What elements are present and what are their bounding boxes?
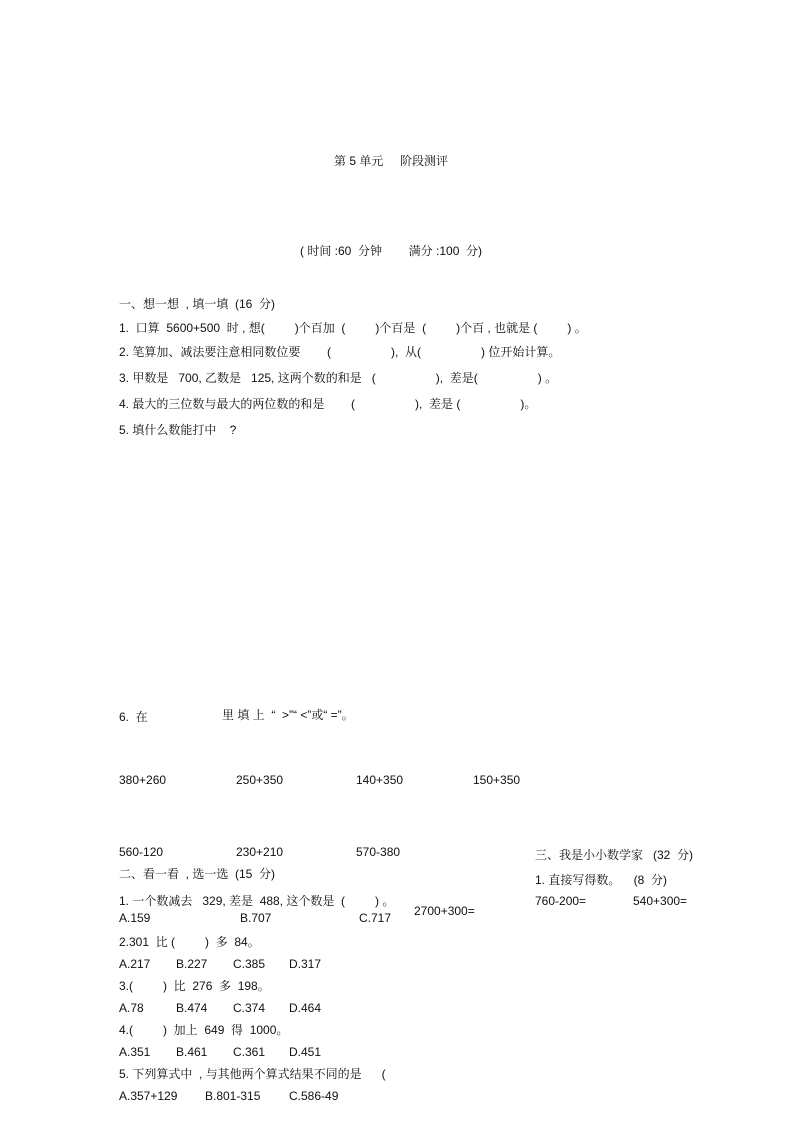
s2-question-2: 2.301 比 ( ) 多 84。: [119, 935, 260, 949]
s2-q1-option: B.707: [240, 911, 272, 925]
s2-q5-option: A.357+129: [119, 1089, 178, 1103]
section-3-heading: 三、我是小小数学家 (32 分): [535, 848, 694, 862]
s3-sub-1: 1. 直接写得数。 (8 分): [535, 873, 668, 887]
s2-q5-option: B.801-315: [205, 1089, 261, 1103]
s2-q2-option: A.217: [119, 957, 151, 971]
s2-q1-extra: 2700+300=: [414, 904, 475, 918]
s2-q2-option: B.227: [176, 957, 208, 971]
s2-q3-option: D.464: [289, 1001, 322, 1015]
s2-q4-option: C.361: [233, 1045, 266, 1059]
s2-question-4: 4.( ) 加上 649 得 1000。: [119, 1023, 289, 1037]
compare-item: 140+350: [356, 773, 404, 787]
s1-question-6-prefix: 6. 在: [119, 710, 148, 724]
s2-question-5: 5. 下列算式中 , 与其他两个算式结果不同的是 (: [119, 1067, 386, 1081]
s2-q3-option: B.474: [176, 1001, 208, 1015]
s2-q5-option: C.586-49: [289, 1089, 339, 1103]
s1-question-3: 3. 甲数是 700, 乙数是 125, 这两个数的和是 ( ), 差是( ) 。: [119, 371, 558, 385]
s3-item: 760-200=: [535, 894, 587, 908]
s2-q4-option: B.461: [176, 1045, 208, 1059]
s2-question-3: 3.( ) 比 276 多 198。: [119, 979, 270, 993]
s2-q2-option: D.317: [289, 957, 322, 971]
compare-item: 250+350: [236, 773, 284, 787]
page-title: 第 5 单元 阶段测评: [334, 154, 449, 168]
section-1-heading: 一、想一想 , 填一填 (16 分): [119, 297, 276, 311]
s2-q3-option: C.374: [233, 1001, 266, 1015]
s2-q4-option: A.351: [119, 1045, 151, 1059]
time-note: ( 时间 :60 分钟 满分 :100 分): [300, 244, 483, 258]
s2-q4-option: D.451: [289, 1045, 322, 1059]
s2-q3-option: A.78: [119, 1001, 144, 1015]
compare-item: 380+260: [119, 773, 167, 787]
s3-item: 540+300=: [633, 894, 688, 908]
s1-question-1: 1. 口算 5600+500 时 , 想( )个百加 ( )个百是 ( )个百 , 也就是 ( ) 。: [119, 321, 587, 335]
s2-q2-option: C.385: [233, 957, 266, 971]
compare-item: 570-380: [356, 845, 401, 859]
compare-item: 230+210: [236, 845, 284, 859]
s2-q1-option: C.717: [359, 911, 392, 925]
s2-q1-option: A.159: [119, 911, 151, 925]
s1-question-2: 2. 笔算加、减法要注意相同数位要 ( ), 从( ) 位开始计算。: [119, 345, 561, 359]
compare-item: 150+350: [473, 773, 521, 787]
section-2-heading: 二、看一看 , 选一选 (15 分): [119, 867, 276, 881]
s2-question-1: 1. 一个数减去 329, 差是 488, 这个数是 ( ) 。: [119, 894, 395, 908]
s1-question-4: 4. 最大的三位数与最大的两位数的和是 ( ), 差是 ( )。: [119, 397, 537, 411]
compare-item: 560-120: [119, 845, 164, 859]
s1-question-5: 5. 填什么数能打中 ?: [119, 423, 237, 437]
s1-question-6-text: 里 填 上 “ >”“ <”或“ =”。: [222, 708, 354, 722]
